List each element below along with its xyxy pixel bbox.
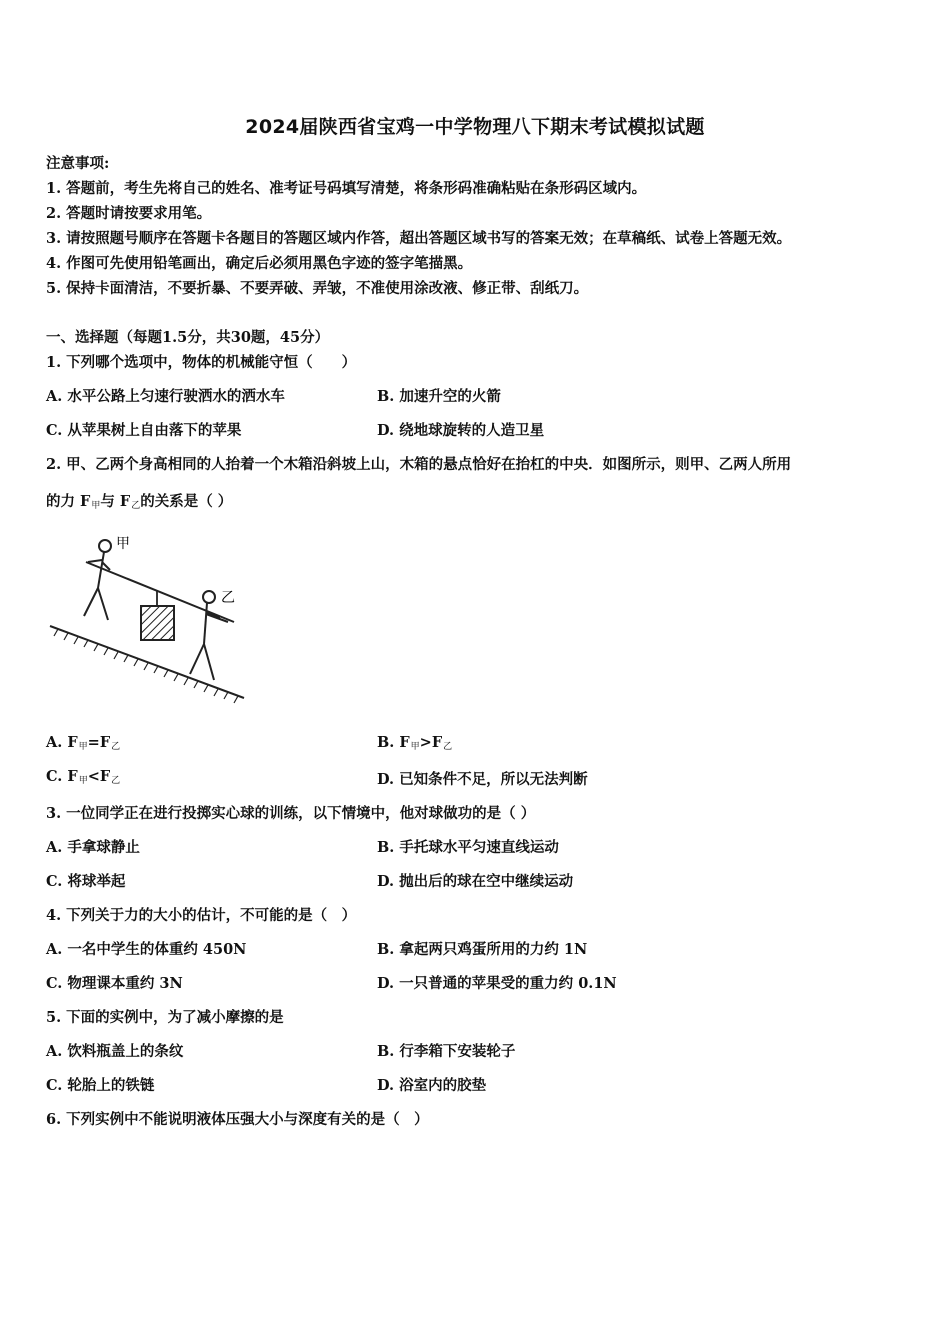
q5-option-d: D. 浴室内的胶垫 [377, 1077, 487, 1094]
notice-item-5: 5. 保持卡面清洁，不要折暴、不要弄破、弄皱，不准使用涂改液、修正带、刮纸刀。 [46, 280, 589, 297]
section-heading: 一、选择题（每题1.5分，共30题，45分） [46, 329, 330, 346]
q5-stem: 5. 下面的实例中，为了减小摩擦的是 [46, 1009, 284, 1026]
q5-option-b: B. 行李箱下安装轮子 [377, 1043, 516, 1060]
q2-option-a: A. $F_甲=F_乙$ [46, 734, 121, 752]
q1-option-a: A. 水平公路上匀速行驶洒水的洒水车 [46, 388, 285, 405]
q3-option-d: D. 抛出后的球在空中继续运动 [377, 873, 574, 890]
notice-item-1: 1. 答题前，考生先将自己的姓名、准考证号码填写清楚，将条形码准确粘贴在条形码区域内。 [46, 180, 647, 197]
q2-option-c: C. $F_甲<F_乙$ [46, 768, 121, 786]
wooden-box [141, 606, 174, 640]
q3-option-b: B. 手托球水平匀速直线运动 [377, 839, 559, 856]
q1-stem: 1. 下列哪个选项中，物体的机械能守恒（ ） [46, 354, 357, 371]
label-yi: 乙 [221, 590, 235, 606]
q3-stem: 3. 一位同学正在进行投掷实心球的训练，以下情境中，他对球做功的是（ ） [46, 805, 536, 822]
notice-item-2: 2. 答题时请按要求用笔。 [46, 205, 212, 222]
notice-heading: 注意事项: [46, 155, 110, 172]
q2-stem-line2: 的力 $F_甲$与 $F_乙$的关系是（ ） [46, 493, 233, 511]
person-jia-icon [84, 540, 111, 620]
exam-title: 2024届陕西省宝鸡一中学物理八下期末考试模拟试题 [245, 116, 705, 138]
q5-option-a: A. 饮料瓶盖上的条纹 [46, 1043, 184, 1060]
q1-option-b: B. 加速升空的火箭 [377, 388, 501, 405]
q4-option-d: D. 一只普通的苹果受的重力约 0.1N [377, 975, 617, 992]
q6-stem: 6. 下列实例中不能说明液体压强大小与深度有关的是（ ） [46, 1111, 429, 1128]
q1-option-d: D. 绕地球旋转的人造卫星 [377, 422, 545, 439]
q5-option-c: C. 轮胎上的铁链 [46, 1077, 155, 1094]
q2-option-d: D. 已知条件不足，所以无法判断 [377, 771, 588, 788]
q4-stem: 4. 下列关于力的大小的估计，不可能的是（ ） [46, 907, 357, 924]
q4-option-b: B. 拿起两只鸡蛋所用的力约 1N [377, 941, 588, 958]
q3-option-a: A. 手拿球静止 [46, 839, 140, 856]
label-jia: 甲 [116, 536, 130, 552]
notice-item-4: 4. 作图可先使用铅笔画出，确定后必须用黑色字迹的签字笔描黑。 [46, 255, 473, 272]
q4-option-a: A. 一名中学生的体重约 450N [46, 941, 247, 958]
slope-figure [44, 526, 249, 706]
q1-option-c: C. 从苹果树上自由落下的苹果 [46, 422, 242, 439]
q2-option-b: B. $F_甲>F_乙$ [377, 734, 453, 752]
q3-option-c: C. 将球举起 [46, 873, 126, 890]
notice-item-3: 3. 请按照题号顺序在答题卡各题目的答题区域内作答，超出答题区域书写的答案无效；在草稿纸、试卷上答题无效。 [46, 230, 792, 247]
q2-stem-line1: 2. 甲、乙两个身高相同的人抬着一个木箱沿斜坡上山，木箱的悬点恰好在抬杠的中央．如图所示，则甲、乙两人所用 [46, 456, 792, 473]
q4-option-c: C. 物理课本重约 3N [46, 975, 183, 992]
